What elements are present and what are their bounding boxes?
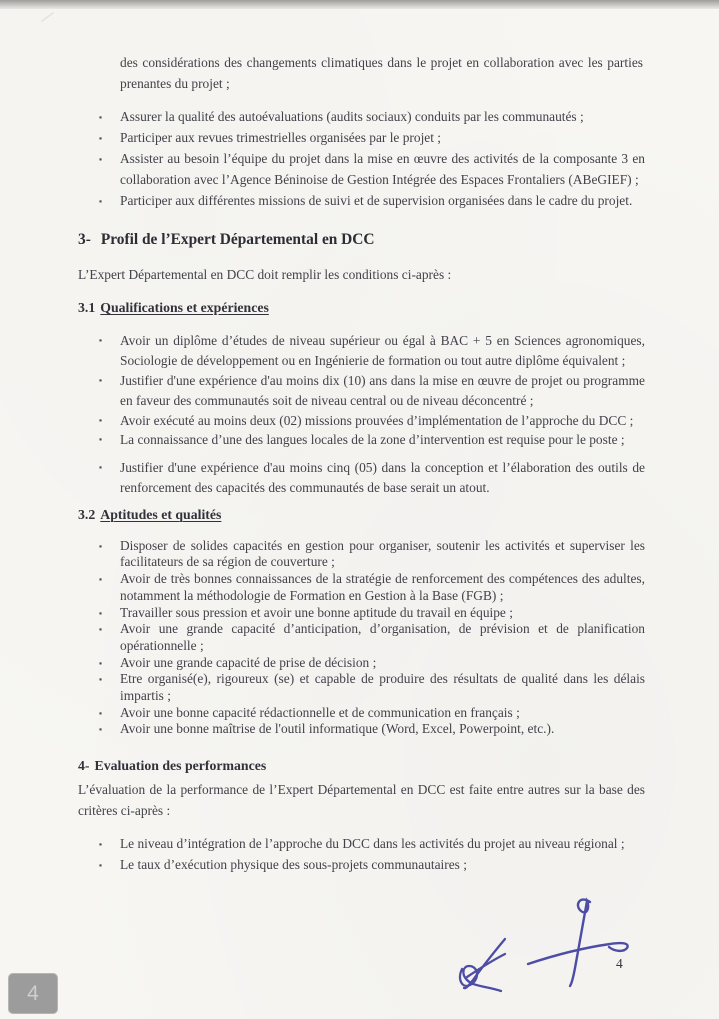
bullet-square-icon: ▪ — [99, 374, 103, 385]
section-number: 3.2 — [78, 506, 96, 522]
list-item — [78, 458, 645, 498]
bullet-square-icon: ▪ — [99, 540, 103, 551]
document-body — [78, 0, 645, 875]
list-item-text: Participer aux différentes missions de suivi et de supervision organisées dans le cadre du projet. — [120, 193, 633, 209]
bullet-square-icon: ▪ — [99, 462, 103, 473]
list-item — [78, 721, 645, 738]
list-item-text: Justifier d'une expérience d'au moins cinq (05) dans la conception et l’élaboration des outils de renforcement des capacités des communautés de base serait un atout. — [120, 460, 645, 495]
bullet-square-icon: ▪ — [99, 112, 103, 123]
bullet-square-icon: ▪ — [99, 657, 103, 668]
list-item — [78, 834, 645, 854]
bullet-square-icon: ▪ — [99, 607, 103, 618]
list-item-text: Assurer la qualité des autoévaluations (audits sociaux) conduits par les communautés ; — [120, 109, 584, 125]
list-item — [78, 149, 645, 191]
section-title: Evaluation des performances — [94, 758, 267, 774]
faint-pen-mark-icon — [40, 10, 56, 24]
bullet-square-icon: ▪ — [99, 839, 103, 850]
list-item-text: Disposer de solides capacités en gestion pour organiser, soutenir les activités et superviser les facilitateurs de sa région de couverture ; — [120, 537, 645, 570]
list-item — [78, 655, 645, 672]
list-item-text: Le taux d’exécution physique des sous-projets communautaires ; — [120, 856, 467, 872]
bullet-square-icon: ▪ — [99, 574, 103, 585]
list-item-text: Le niveau d’intégration de l’approche du DCC dans les activités du projet au niveau régional ; — [120, 836, 625, 852]
qualifications-list — [78, 331, 645, 497]
bullet-square-icon: ▪ — [99, 154, 103, 165]
bullet-square-icon: ▪ — [99, 624, 103, 635]
bullet-square-icon: ▪ — [99, 859, 103, 870]
signature-icon — [524, 894, 640, 992]
bullet-square-icon: ▪ — [99, 414, 103, 425]
viewer-page-badge: 4 — [8, 973, 58, 1014]
list-item-text: Avoir exécuté au moins deux (02) missions prouvées d’implémentation de l’approche du DCC ; — [120, 412, 634, 428]
list-item-text: Avoir une grande capacité de prise de décision ; — [120, 654, 377, 670]
bullet-square-icon: ▪ — [99, 724, 103, 735]
responsibilities-list — [78, 107, 645, 212]
list-item — [78, 621, 645, 654]
list-item — [78, 107, 645, 128]
list-item — [78, 705, 645, 722]
list-item-text: Travailler sous pression et avoir une bonne aptitude du travail en équipe ; — [120, 604, 513, 620]
section-number: 4- — [78, 758, 90, 774]
section-4-heading — [78, 756, 645, 776]
list-item — [78, 331, 645, 371]
section-3-1-heading — [78, 298, 645, 318]
list-item-text: Avoir une grande capacité d’anticipation, d’organisation, de prévision et de planification opérationnelle ; — [120, 621, 645, 653]
signature-icon — [455, 936, 513, 996]
section-4-intro: L’évaluation de la performance de l’Expert Départemental en DCC est faite entre autres sur la base des critères ci-après : — [78, 782, 645, 818]
section-title: Aptitudes et qualités — [100, 506, 222, 522]
bullet-square-icon: ▪ — [99, 196, 103, 207]
list-item-text: Avoir de très bonnes connaissances de la stratégie de renforcement des compétences des adultes, notamment la méthodologie de Formation en Gestion à la Base (FGB) ; — [120, 571, 645, 603]
list-item-text: La connaissance d’une des langues locales de la zone d’intervention est requise pour le poste ; — [120, 432, 625, 448]
page-number: 4 — [616, 956, 623, 971]
list-item — [78, 538, 645, 571]
bullet-square-icon: ▪ — [99, 674, 103, 685]
list-item-text: Assister au besoin l’équipe du projet dans la mise en œuvre des activités de la composante 3 en collaboration avec l’Agence Béninoise de Gestion Intégrée des Espaces Frontaliers (ABeGIEF) ; — [120, 151, 645, 188]
section-3-intro: L’Expert Départemental en DCC doit remplir les conditions ci-après : — [78, 266, 452, 282]
aptitudes-list — [78, 538, 645, 738]
list-item-text: Etre organisé(e), rigoureux (se) et capable de produire des résultats de qualité dans les délais impartis ; — [120, 671, 645, 704]
list-item — [78, 605, 645, 622]
list-item — [78, 128, 645, 149]
list-item-text: Avoir un diplôme d’études de niveau supérieur ou égal à BAC + 5 en Sciences agronomiques, Sociologie de développement ou en Ingénierie de formation ou tout autre diplôme équivalent ; — [120, 333, 645, 369]
list-item-text: Avoir une bonne capacité rédactionnelle et de communication en français ; — [120, 704, 520, 720]
criteria-list — [78, 834, 645, 875]
list-item — [78, 430, 645, 450]
list-item-text: Justifier d'une expérience d'au moins dix (10) ans dans la mise en œuvre de projet ou programme en faveur des communautés soit de niveau central ou de niveau déconcentré ; — [120, 372, 645, 408]
section-title: Qualifications et expériences — [100, 300, 269, 316]
list-item — [78, 371, 645, 411]
bullet-square-icon: ▪ — [99, 707, 103, 718]
bullet-square-icon: ▪ — [99, 434, 103, 445]
section-3-2-heading — [78, 505, 645, 525]
section-title: Profil de l’Expert Départemental en DCC — [100, 230, 375, 248]
section-3-heading — [78, 229, 645, 251]
list-item-text: Participer aux revues trimestrielles organisées par le projet ; — [120, 130, 442, 146]
section-number: 3- — [78, 230, 91, 248]
list-item-text: Avoir une bonne maîtrise de l'outil informatique (Word, Excel, Powerpoint, etc.). — [120, 721, 555, 737]
list-item — [78, 191, 645, 212]
list-item — [78, 671, 645, 704]
list-item — [78, 571, 645, 604]
bullet-square-icon: ▪ — [99, 335, 103, 346]
bullet-square-icon: ▪ — [99, 133, 103, 144]
section-number: 3.1 — [78, 300, 96, 316]
continuation-paragraph: des considérations des changements climatiques dans le projet en collaboration avec les parties prenantes du projet ; — [120, 55, 643, 91]
list-item — [78, 855, 645, 875]
list-item — [78, 411, 645, 431]
